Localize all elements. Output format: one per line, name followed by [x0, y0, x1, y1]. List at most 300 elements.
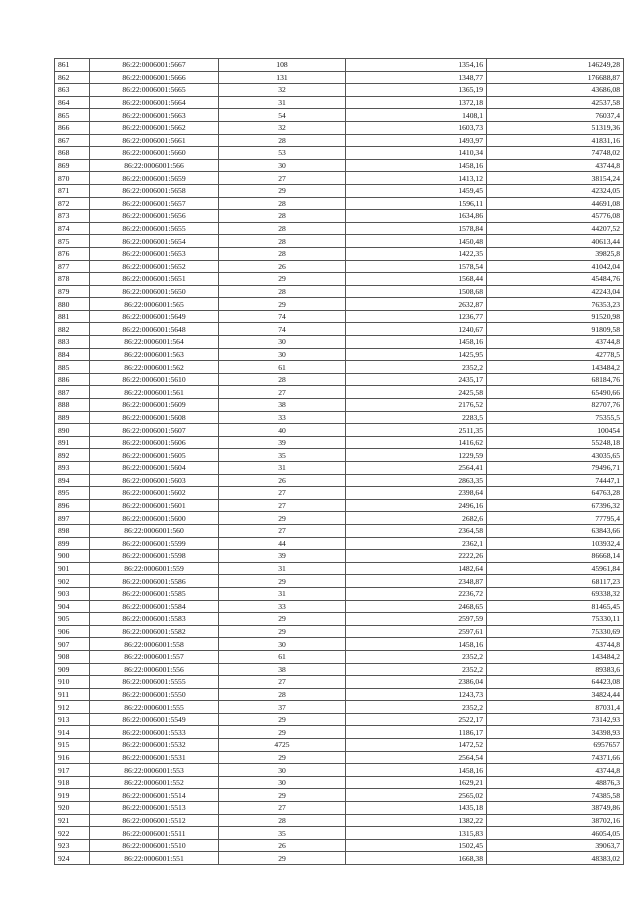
- table-row: [55, 348, 624, 361]
- area-cell: 31: [219, 96, 346, 109]
- table-row: [55, 839, 624, 852]
- unit-value-cell: 1315,83: [346, 827, 487, 840]
- total-value-cell: 176688,87: [487, 71, 624, 84]
- cadastral-number-cell: 86:22:0006001:5666: [90, 71, 219, 84]
- total-value-cell: 143484,2: [487, 361, 624, 374]
- unit-value-cell: 2398,64: [346, 487, 487, 500]
- row-number-cell: 889: [55, 411, 90, 424]
- unit-value-cell: 1458,16: [346, 159, 487, 172]
- row-number-cell: 903: [55, 587, 90, 600]
- row-number-cell: 916: [55, 751, 90, 764]
- unit-value-cell: 2682,6: [346, 512, 487, 525]
- table-row: [55, 764, 624, 777]
- row-number-cell: 910: [55, 676, 90, 689]
- row-number-cell: 866: [55, 121, 90, 134]
- total-value-cell: 64423,08: [487, 676, 624, 689]
- cadastral-number-cell: 86:22:0006001:5514: [90, 789, 219, 802]
- total-value-cell: 73142,93: [487, 713, 624, 726]
- row-number-cell: 911: [55, 688, 90, 701]
- cadastral-number-cell: 86:22:0006001:5603: [90, 474, 219, 487]
- area-cell: 30: [219, 348, 346, 361]
- table-row: [55, 436, 624, 449]
- cadastral-number-cell: 86:22:0006001:5661: [90, 134, 219, 147]
- row-number-cell: 873: [55, 210, 90, 223]
- row-number-cell: 878: [55, 273, 90, 286]
- total-value-cell: 43686,08: [487, 84, 624, 97]
- row-number-cell: 886: [55, 373, 90, 386]
- unit-value-cell: 1240,67: [346, 323, 487, 336]
- row-number-cell: 861: [55, 59, 90, 72]
- total-value-cell: 146249,28: [487, 59, 624, 72]
- row-number-cell: 884: [55, 348, 90, 361]
- area-cell: 31: [219, 587, 346, 600]
- row-number-cell: 867: [55, 134, 90, 147]
- area-cell: 27: [219, 499, 346, 512]
- cadastral-number-cell: 86:22:0006001:5657: [90, 197, 219, 210]
- table-row: [55, 638, 624, 651]
- table-row: [55, 373, 624, 386]
- cadastral-number-cell: 86:22:0006001:5650: [90, 285, 219, 298]
- unit-value-cell: 2362,1: [346, 537, 487, 550]
- unit-value-cell: 2564,54: [346, 751, 487, 764]
- table-row: [55, 462, 624, 475]
- table-row: [55, 336, 624, 349]
- row-number-cell: 887: [55, 386, 90, 399]
- row-number-cell: 914: [55, 726, 90, 739]
- row-number-cell: 865: [55, 109, 90, 122]
- row-number-cell: 863: [55, 84, 90, 97]
- unit-value-cell: 2364,58: [346, 524, 487, 537]
- area-cell: 27: [219, 524, 346, 537]
- cadastral-number-cell: 86:22:0006001:5667: [90, 59, 219, 72]
- row-number-cell: 913: [55, 713, 90, 726]
- total-value-cell: 6957657: [487, 739, 624, 752]
- cadastral-number-cell: 86:22:0006001:5583: [90, 613, 219, 626]
- cadastral-number-cell: 86:22:0006001:5653: [90, 247, 219, 260]
- total-value-cell: 44207,52: [487, 222, 624, 235]
- total-value-cell: 103932,4: [487, 537, 624, 550]
- cadastral-number-cell: 86:22:0006001:555: [90, 701, 219, 714]
- area-cell: 74: [219, 310, 346, 323]
- total-value-cell: 79496,71: [487, 462, 624, 475]
- table-row: [55, 663, 624, 676]
- cadastral-number-cell: 86:22:0006001:5605: [90, 449, 219, 462]
- cadastral-number-cell: 86:22:0006001:5602: [90, 487, 219, 500]
- row-number-cell: 897: [55, 512, 90, 525]
- total-value-cell: 42324,05: [487, 184, 624, 197]
- unit-value-cell: 1634,86: [346, 210, 487, 223]
- row-number-cell: 892: [55, 449, 90, 462]
- area-cell: 26: [219, 839, 346, 852]
- table-row: [55, 210, 624, 223]
- area-cell: 27: [219, 386, 346, 399]
- row-number-cell: 864: [55, 96, 90, 109]
- area-cell: 32: [219, 84, 346, 97]
- total-value-cell: 51319,36: [487, 121, 624, 134]
- unit-value-cell: 1603,73: [346, 121, 487, 134]
- table-row: [55, 59, 624, 72]
- row-number-cell: 877: [55, 260, 90, 273]
- table-row: [55, 172, 624, 185]
- total-value-cell: 63843,66: [487, 524, 624, 537]
- total-value-cell: 74371,66: [487, 751, 624, 764]
- table-row: [55, 134, 624, 147]
- table-row: [55, 512, 624, 525]
- unit-value-cell: 1568,44: [346, 273, 487, 286]
- cadastral-number-cell: 86:22:0006001:5549: [90, 713, 219, 726]
- area-cell: 61: [219, 361, 346, 374]
- unit-value-cell: 2386,04: [346, 676, 487, 689]
- total-value-cell: 74447,1: [487, 474, 624, 487]
- table-row: [55, 562, 624, 575]
- area-cell: 32: [219, 121, 346, 134]
- cadastral-number-cell: 86:22:0006001:5648: [90, 323, 219, 336]
- unit-value-cell: 1668,38: [346, 852, 487, 865]
- table-row: [55, 285, 624, 298]
- table-row: [55, 524, 624, 537]
- table-row: [55, 613, 624, 626]
- row-number-cell: 872: [55, 197, 90, 210]
- unit-value-cell: 1482,64: [346, 562, 487, 575]
- cadastral-number-cell: 86:22:0006001:553: [90, 764, 219, 777]
- total-value-cell: 38749,86: [487, 802, 624, 815]
- total-value-cell: 45961,84: [487, 562, 624, 575]
- cadastral-number-cell: 86:22:0006001:5658: [90, 184, 219, 197]
- cadastral-number-cell: 86:22:0006001:5662: [90, 121, 219, 134]
- row-number-cell: 896: [55, 499, 90, 512]
- unit-value-cell: 2352,2: [346, 650, 487, 663]
- table-row: [55, 474, 624, 487]
- area-cell: 33: [219, 411, 346, 424]
- total-value-cell: 43744,8: [487, 764, 624, 777]
- total-value-cell: 41042,04: [487, 260, 624, 273]
- cadastral-number-cell: 86:22:0006001:5550: [90, 688, 219, 701]
- unit-value-cell: 2565,02: [346, 789, 487, 802]
- total-value-cell: 75330,69: [487, 625, 624, 638]
- unit-value-cell: 1493,97: [346, 134, 487, 147]
- total-value-cell: 45484,76: [487, 273, 624, 286]
- table-row: [55, 550, 624, 563]
- area-cell: 29: [219, 298, 346, 311]
- unit-value-cell: 1413,12: [346, 172, 487, 185]
- unit-value-cell: 1502,45: [346, 839, 487, 852]
- table-row: [55, 701, 624, 714]
- total-value-cell: 86668,14: [487, 550, 624, 563]
- area-cell: 27: [219, 487, 346, 500]
- cadastral-number-cell: 86:22:0006001:5660: [90, 147, 219, 160]
- total-value-cell: 42243,04: [487, 285, 624, 298]
- row-number-cell: 874: [55, 222, 90, 235]
- row-number-cell: 920: [55, 802, 90, 815]
- unit-value-cell: 2632,87: [346, 298, 487, 311]
- table-row: [55, 109, 624, 122]
- unit-value-cell: 1435,18: [346, 802, 487, 815]
- total-value-cell: 67396,32: [487, 499, 624, 512]
- unit-value-cell: 2352,2: [346, 701, 487, 714]
- row-number-cell: 922: [55, 827, 90, 840]
- total-value-cell: 34398,93: [487, 726, 624, 739]
- area-cell: 37: [219, 701, 346, 714]
- row-number-cell: 924: [55, 852, 90, 865]
- total-value-cell: 48383,02: [487, 852, 624, 865]
- area-cell: 29: [219, 613, 346, 626]
- area-cell: 30: [219, 776, 346, 789]
- row-number-cell: 891: [55, 436, 90, 449]
- unit-value-cell: 1236,77: [346, 310, 487, 323]
- row-number-cell: 923: [55, 839, 90, 852]
- row-number-cell: 894: [55, 474, 90, 487]
- area-cell: 29: [219, 789, 346, 802]
- total-value-cell: 42537,58: [487, 96, 624, 109]
- row-number-cell: 900: [55, 550, 90, 563]
- unit-value-cell: 1450,48: [346, 235, 487, 248]
- table-row: [55, 751, 624, 764]
- row-number-cell: 876: [55, 247, 90, 260]
- cadastral-number-cell: 86:22:0006001:5533: [90, 726, 219, 739]
- cadastral-number-cell: 86:22:0006001:562: [90, 361, 219, 374]
- unit-value-cell: 1382,22: [346, 814, 487, 827]
- table-row: [55, 361, 624, 374]
- cadastral-number-cell: 86:22:0006001:5607: [90, 424, 219, 437]
- total-value-cell: 89383,6: [487, 663, 624, 676]
- cadastral-number-cell: 86:22:0006001:5601: [90, 499, 219, 512]
- table-row: [55, 121, 624, 134]
- unit-value-cell: 2496,16: [346, 499, 487, 512]
- area-cell: 53: [219, 147, 346, 160]
- area-cell: 28: [219, 235, 346, 248]
- unit-value-cell: 1410,34: [346, 147, 487, 160]
- unit-value-cell: 2222,26: [346, 550, 487, 563]
- table-row: [55, 499, 624, 512]
- cadastral-number-cell: 86:22:0006001:5609: [90, 399, 219, 412]
- cadastral-number-cell: 86:22:0006001:5608: [90, 411, 219, 424]
- total-value-cell: 43035,65: [487, 449, 624, 462]
- table-row: [55, 399, 624, 412]
- cadastral-number-cell: 86:22:0006001:563: [90, 348, 219, 361]
- total-value-cell: 48876,3: [487, 776, 624, 789]
- unit-value-cell: 2564,41: [346, 462, 487, 475]
- total-value-cell: 82707,76: [487, 399, 624, 412]
- total-value-cell: 38702,16: [487, 814, 624, 827]
- row-number-cell: 882: [55, 323, 90, 336]
- row-number-cell: 888: [55, 399, 90, 412]
- table-row: [55, 827, 624, 840]
- row-number-cell: 898: [55, 524, 90, 537]
- table-row: [55, 222, 624, 235]
- total-value-cell: 100454: [487, 424, 624, 437]
- row-number-cell: 918: [55, 776, 90, 789]
- table-row: [55, 650, 624, 663]
- unit-value-cell: 1578,84: [346, 222, 487, 235]
- row-number-cell: 875: [55, 235, 90, 248]
- total-value-cell: 75355,5: [487, 411, 624, 424]
- unit-value-cell: 2352,2: [346, 361, 487, 374]
- table-body: [55, 59, 624, 865]
- unit-value-cell: 1186,17: [346, 726, 487, 739]
- table-row: [55, 424, 624, 437]
- cadastral-number-cell: 86:22:0006001:5585: [90, 587, 219, 600]
- row-number-cell: 902: [55, 575, 90, 588]
- row-number-cell: 895: [55, 487, 90, 500]
- cadastral-number-cell: 86:22:0006001:552: [90, 776, 219, 789]
- table-row: [55, 197, 624, 210]
- area-cell: 26: [219, 260, 346, 273]
- cadastral-number-cell: 86:22:0006001:556: [90, 663, 219, 676]
- row-number-cell: 899: [55, 537, 90, 550]
- table-row: [55, 625, 624, 638]
- total-value-cell: 39825,8: [487, 247, 624, 260]
- unit-value-cell: 2352,2: [346, 663, 487, 676]
- row-number-cell: 871: [55, 184, 90, 197]
- cadastral-number-cell: 86:22:0006001:5649: [90, 310, 219, 323]
- area-cell: 29: [219, 512, 346, 525]
- area-cell: 39: [219, 550, 346, 563]
- cadastral-number-cell: 86:22:0006001:5531: [90, 751, 219, 764]
- total-value-cell: 46054,05: [487, 827, 624, 840]
- unit-value-cell: 1243,73: [346, 688, 487, 701]
- total-value-cell: 65490,66: [487, 386, 624, 399]
- total-value-cell: 81465,45: [487, 600, 624, 613]
- total-value-cell: 69338,32: [487, 587, 624, 600]
- total-value-cell: 55248,18: [487, 436, 624, 449]
- unit-value-cell: 1416,62: [346, 436, 487, 449]
- total-value-cell: 91809,58: [487, 323, 624, 336]
- row-number-cell: 862: [55, 71, 90, 84]
- table-row: [55, 310, 624, 323]
- cadastral-number-cell: 86:22:0006001:5600: [90, 512, 219, 525]
- area-cell: 29: [219, 751, 346, 764]
- area-cell: 30: [219, 336, 346, 349]
- total-value-cell: 42778,5: [487, 348, 624, 361]
- unit-value-cell: 2236,72: [346, 587, 487, 600]
- cadastral-number-cell: 86:22:0006001:5606: [90, 436, 219, 449]
- unit-value-cell: 1629,21: [346, 776, 487, 789]
- row-number-cell: 909: [55, 663, 90, 676]
- area-cell: 33: [219, 600, 346, 613]
- area-cell: 28: [219, 210, 346, 223]
- row-number-cell: 905: [55, 613, 90, 626]
- cadastral-number-cell: 86:22:0006001:564: [90, 336, 219, 349]
- total-value-cell: 34824,44: [487, 688, 624, 701]
- unit-value-cell: 2283,5: [346, 411, 487, 424]
- table-row: [55, 411, 624, 424]
- row-number-cell: 912: [55, 701, 90, 714]
- area-cell: 27: [219, 172, 346, 185]
- cadastral-number-cell: 86:22:0006001:559: [90, 562, 219, 575]
- table-row: [55, 323, 624, 336]
- table-row: [55, 235, 624, 248]
- unit-value-cell: 2522,17: [346, 713, 487, 726]
- row-number-cell: 883: [55, 336, 90, 349]
- table-row: [55, 814, 624, 827]
- unit-value-cell: 1422,35: [346, 247, 487, 260]
- row-number-cell: 880: [55, 298, 90, 311]
- area-cell: 29: [219, 575, 346, 588]
- table-row: [55, 273, 624, 286]
- cadastral-number-cell: 86:22:0006001:566: [90, 159, 219, 172]
- total-value-cell: 76037,4: [487, 109, 624, 122]
- row-number-cell: 893: [55, 462, 90, 475]
- area-cell: 44: [219, 537, 346, 550]
- area-cell: 28: [219, 688, 346, 701]
- unit-value-cell: 1408,1: [346, 109, 487, 122]
- row-number-cell: 901: [55, 562, 90, 575]
- table-row: [55, 247, 624, 260]
- row-number-cell: 885: [55, 361, 90, 374]
- unit-value-cell: 2348,87: [346, 575, 487, 588]
- unit-value-cell: 2597,59: [346, 613, 487, 626]
- area-cell: 28: [219, 373, 346, 386]
- cadastral-number-cell: 86:22:0006001:5510: [90, 839, 219, 852]
- total-value-cell: 75330,11: [487, 613, 624, 626]
- area-cell: 28: [219, 814, 346, 827]
- total-value-cell: 43744,8: [487, 638, 624, 651]
- row-number-cell: 904: [55, 600, 90, 613]
- cadastral-number-cell: 86:22:0006001:5665: [90, 84, 219, 97]
- area-cell: 38: [219, 663, 346, 676]
- row-number-cell: 869: [55, 159, 90, 172]
- total-value-cell: 44691,08: [487, 197, 624, 210]
- table-row: [55, 184, 624, 197]
- table-row: [55, 159, 624, 172]
- area-cell: 131: [219, 71, 346, 84]
- total-value-cell: 39063,7: [487, 839, 624, 852]
- cadastral-number-cell: 86:22:0006001:5584: [90, 600, 219, 613]
- row-number-cell: 890: [55, 424, 90, 437]
- cadastral-number-cell: 86:22:0006001:5652: [90, 260, 219, 273]
- table-row: [55, 71, 624, 84]
- cadastral-number-cell: 86:22:0006001:5598: [90, 550, 219, 563]
- row-number-cell: 879: [55, 285, 90, 298]
- unit-value-cell: 1229,59: [346, 449, 487, 462]
- area-cell: 74: [219, 323, 346, 336]
- unit-value-cell: 1458,16: [346, 638, 487, 651]
- unit-value-cell: 1459,45: [346, 184, 487, 197]
- area-cell: 27: [219, 802, 346, 815]
- unit-value-cell: 2863,35: [346, 474, 487, 487]
- cadastral-number-cell: 86:22:0006001:5599: [90, 537, 219, 550]
- table-row: [55, 587, 624, 600]
- table-row: [55, 147, 624, 160]
- area-cell: 40: [219, 424, 346, 437]
- cadastral-number-cell: 86:22:0006001:5586: [90, 575, 219, 588]
- table-row: [55, 386, 624, 399]
- area-cell: 35: [219, 827, 346, 840]
- table-row: [55, 575, 624, 588]
- table-row: [55, 676, 624, 689]
- row-number-cell: 907: [55, 638, 90, 651]
- area-cell: 28: [219, 285, 346, 298]
- table-row: [55, 96, 624, 109]
- row-number-cell: 908: [55, 650, 90, 663]
- area-cell: 29: [219, 852, 346, 865]
- row-number-cell: 906: [55, 625, 90, 638]
- unit-value-cell: 2597,61: [346, 625, 487, 638]
- area-cell: 54: [219, 109, 346, 122]
- unit-value-cell: 1508,68: [346, 285, 487, 298]
- table-row: [55, 449, 624, 462]
- row-number-cell: 881: [55, 310, 90, 323]
- unit-value-cell: 1596,11: [346, 197, 487, 210]
- cadastral-number-cell: 86:22:0006001:5512: [90, 814, 219, 827]
- area-cell: 39: [219, 436, 346, 449]
- total-value-cell: 43744,8: [487, 336, 624, 349]
- table-row: [55, 726, 624, 739]
- cadastral-number-cell: 86:22:0006001:5654: [90, 235, 219, 248]
- area-cell: 35: [219, 449, 346, 462]
- area-cell: 28: [219, 197, 346, 210]
- cadastral-number-cell: 86:22:0006001:5656: [90, 210, 219, 223]
